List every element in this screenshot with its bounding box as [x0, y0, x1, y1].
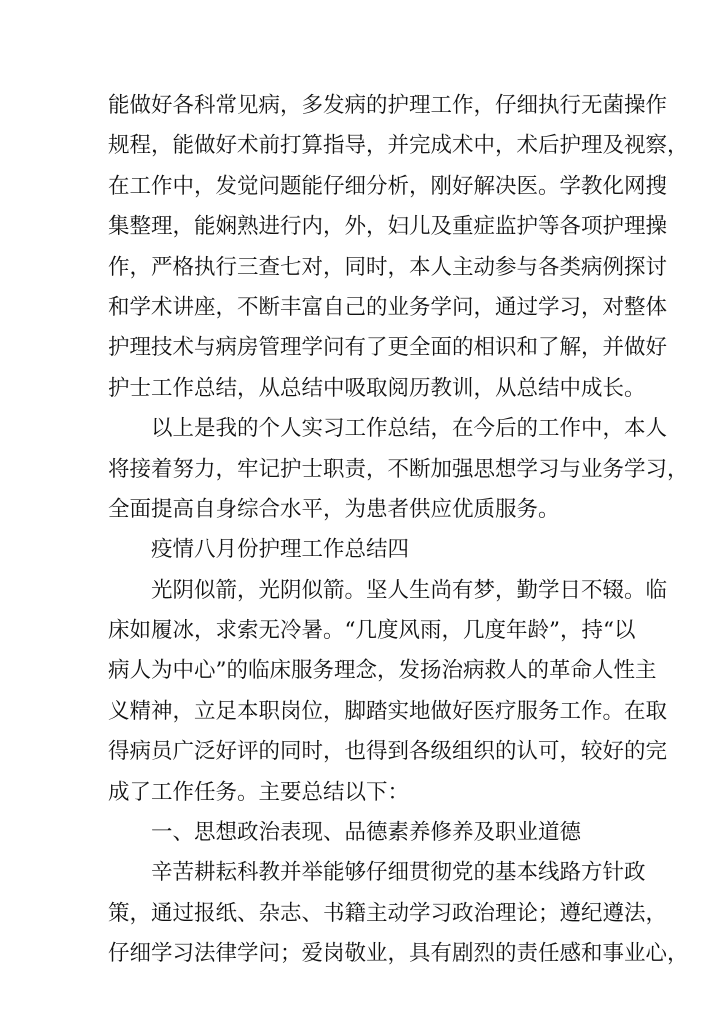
text-line: 病人为中心”的临床服务理念，发扬治病救人的革命人性主: [108, 658, 657, 684]
text-line: 仔细学习法律学问；爱岗敬业，具有剧烈的责任感和事业心，: [108, 941, 689, 967]
paragraph-start-line: 辛苦耕耘科教并举能够仔细贯彻党的基本线路方针政: [151, 860, 646, 886]
text-line: 将接着努力，牢记护士职责，不断加强思想学习与业务学习，: [108, 456, 689, 482]
paragraph-start-line: 光阴似箭，光阴似箭。坚人生尚有梦，勤学日不辍。临: [151, 577, 668, 603]
subsection-heading: 一、思想政治表现、品德素养修养及职业道德: [151, 820, 582, 846]
text-line: 能做好各科常见病，多发病的护理工作，仔细执行无菌操作: [108, 93, 668, 118]
text-line: 在工作中，发觉问题能仔细分析，刚好解决医。学教化网搜: [108, 173, 668, 199]
text-line: 得病员广泛好评的同时，也得到各级组织的认可，较好的完: [108, 739, 668, 765]
text-line: 作，严格执行三查七对，同时，本人主动参与各类病例探讨: [108, 254, 668, 280]
text-line: 护士工作总结，从总结中吸取阅历教训，从总结中成长。: [108, 375, 646, 401]
text-line: 规程，能做好术前打算指导，并完成术中，术后护理及视察，: [108, 133, 689, 159]
text-line: 床如履冰，求索无冷暑。“几度风雨，几度年龄”，持“以: [108, 618, 636, 644]
text-line: 成了工作任务。主要总结以下：: [108, 779, 410, 805]
body-text: [108, 86, 689, 975]
text-line: 和学术讲座，不断丰富自己的业务学问，通过学习，对整体: [108, 294, 668, 320]
section-heading: 疫情八月份护理工作总结四: [151, 537, 410, 563]
text-line: 全面提高自身综合水平，为患者供应优质服务。: [108, 496, 560, 522]
paragraph-start-line: 以上是我的个人实习工作总结，在今后的工作中，本人: [151, 416, 668, 442]
text-line: 集整理，能娴熟进行内，外，妇儿及重症监护等各项护理操: [108, 214, 668, 240]
text-line: 义精神，立足本职岗位，脚踏实地做好医疗服务工作。在取: [108, 698, 668, 724]
text-line: 护理技术与病房管理学问有了更全面的相识和了解，并做好: [108, 335, 668, 361]
text-line: 策，通过报纸、杂志、书籍主动学习政治理论；遵纪遵法，: [108, 900, 668, 926]
